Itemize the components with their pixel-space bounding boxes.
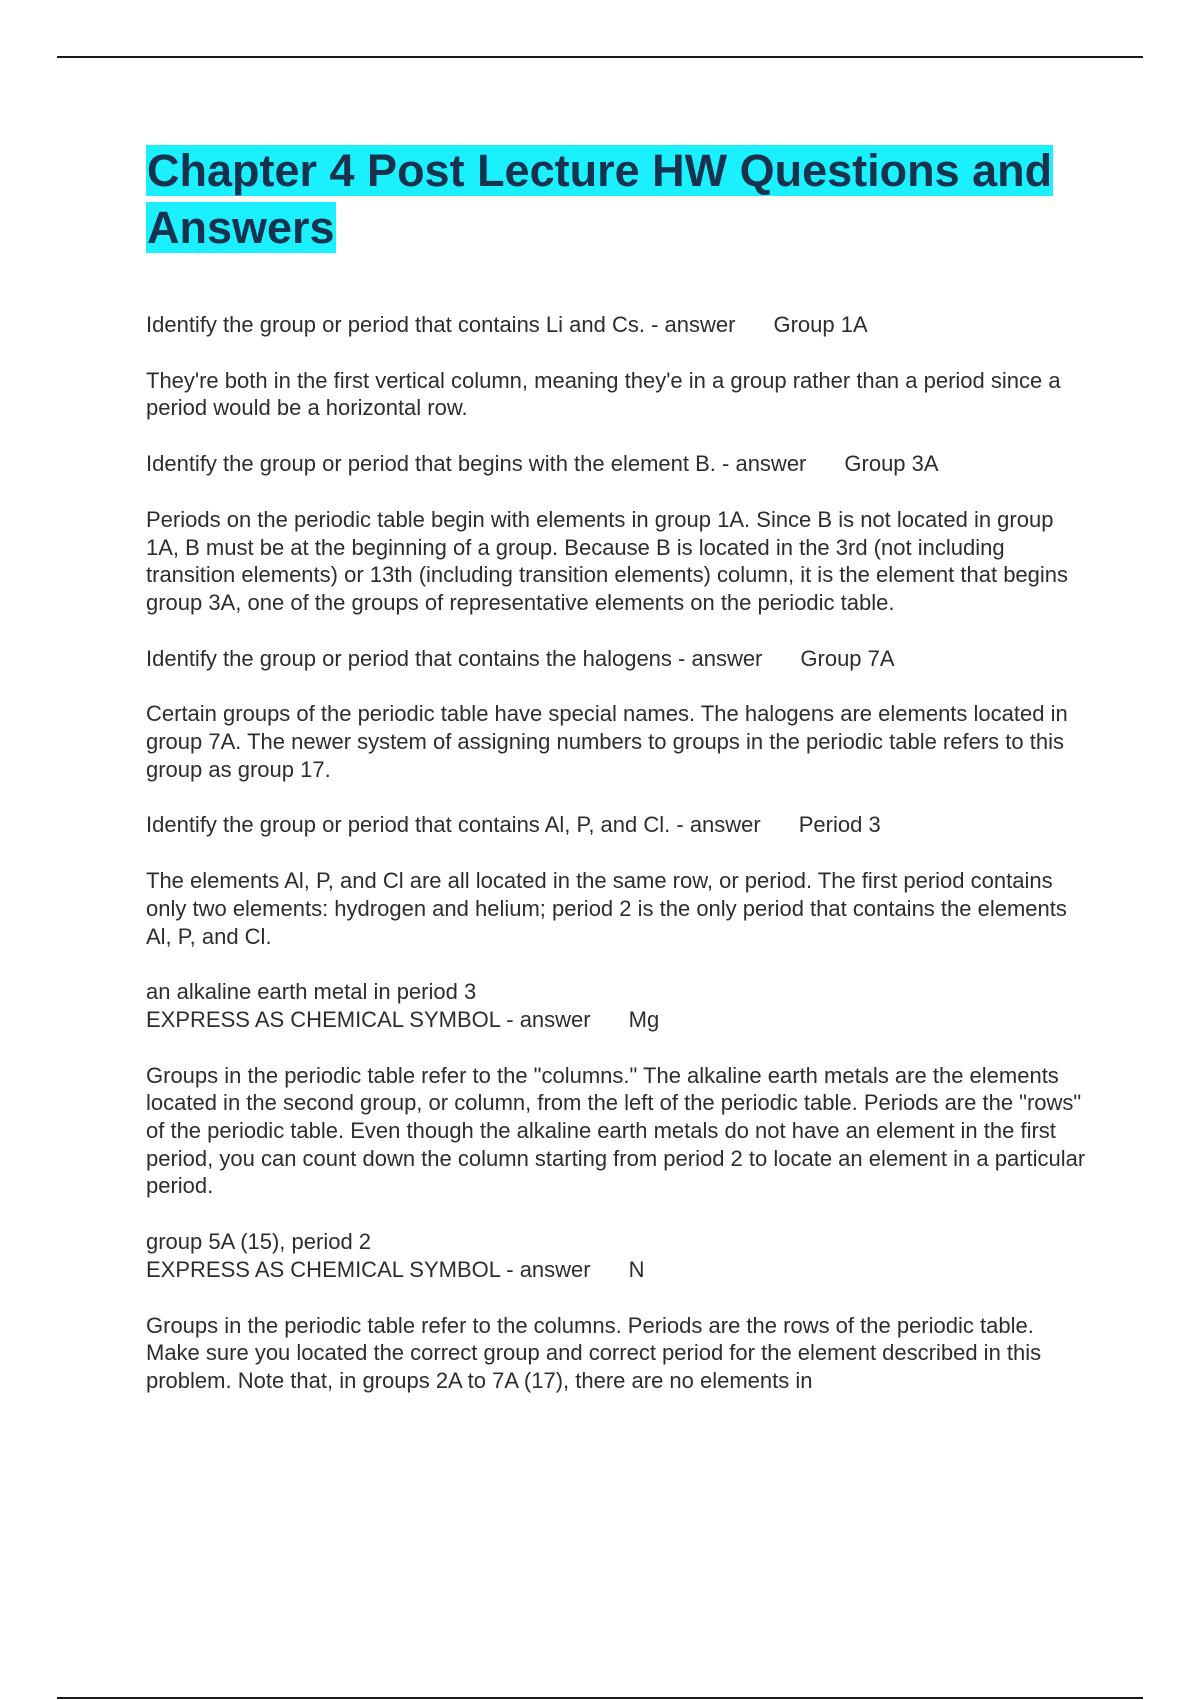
question-5 [146, 978, 1086, 1033]
footer-rule [57, 1697, 1143, 1699]
answer-text: Mg [628, 1006, 660, 1032]
answer-text: N [628, 1256, 645, 1282]
question-text: Identify the group or period that contains the halogens - answer [146, 645, 763, 671]
question-text: Identify the group or period that begins with the element B. - answer [146, 451, 807, 477]
explanation-6: Groups in the periodic table refer to the columns. Periods are the rows of the periodic table. Make sure you located the correct group and correct period for the element described in this problem. Note that, in groups 2A to 7A (17), there are no elements in [146, 1312, 1042, 1393]
question-4 [146, 811, 1086, 839]
header-rule [57, 56, 1143, 58]
document-body [146, 142, 1086, 1423]
answer-text: Group 7A [800, 645, 895, 671]
qa-list [146, 311, 1086, 1395]
explanation-1: They're both in the first vertical column, meaning they'e in a group rather than a period since a period would be a horizontal row. [146, 367, 1061, 421]
question-text: Identify the group or period that contains Al, P, and Cl. - answer [146, 812, 761, 838]
explanation-4: The elements Al, P, and Cl are all located in the same row, or period. The first period contains only two elements: hydrogen and helium; period 2 is the only period that contains the elements Al, P, and Cl. [146, 868, 1067, 949]
explanation-2: Periods on the periodic table begin with elements in group 1A. Since B is not located in group 1A, B must be at the beginning of a group. Because B is located in the 3rd (not including transition elements) or 13th (including transition elements) column, it is the element that begins group 3A, one of the groups of representative elements on the periodic table. [146, 506, 1069, 615]
question-text: Identify the group or period that contains Li and Cs. - answer [146, 312, 736, 337]
answer-text: Group 3A [844, 451, 939, 477]
question-1 [146, 311, 1086, 339]
question-3 [146, 645, 1086, 673]
answer-text: Period 3 [798, 812, 881, 838]
title-highlight: Chapter 4 Post Lecture HW Questions and Answers [147, 145, 1053, 253]
answer-text: Group 1A [773, 312, 868, 337]
question-6 [146, 1228, 1086, 1283]
question-text: group 5A (15), period 2 [146, 1229, 372, 1255]
question-instruction: EXPRESS AS CHEMICAL SYMBOL - answer [146, 1006, 591, 1032]
question-2 [146, 450, 1086, 478]
explanation-3: Certain groups of the periodic table have special names. The halogens are elements located in group 7A. The newer system of assigning numbers to groups in the periodic table refers to this group as group 17. [146, 701, 1068, 782]
question-text: an alkaline earth metal in period 3 [146, 979, 477, 1005]
explanation-5: Groups in the periodic table refer to the "columns." The alkaline earth metals are the elements located in the second group, or column, from the left of the periodic table. Periods are the "rows" of the periodic table. Even though the alkaline earth metals do not have an element in the first period, you can count down the column starting from period 2 to locate an element in a particular period. [146, 1062, 1086, 1199]
page-title [146, 142, 1086, 256]
question-instruction: EXPRESS AS CHEMICAL SYMBOL - answer [146, 1256, 591, 1282]
